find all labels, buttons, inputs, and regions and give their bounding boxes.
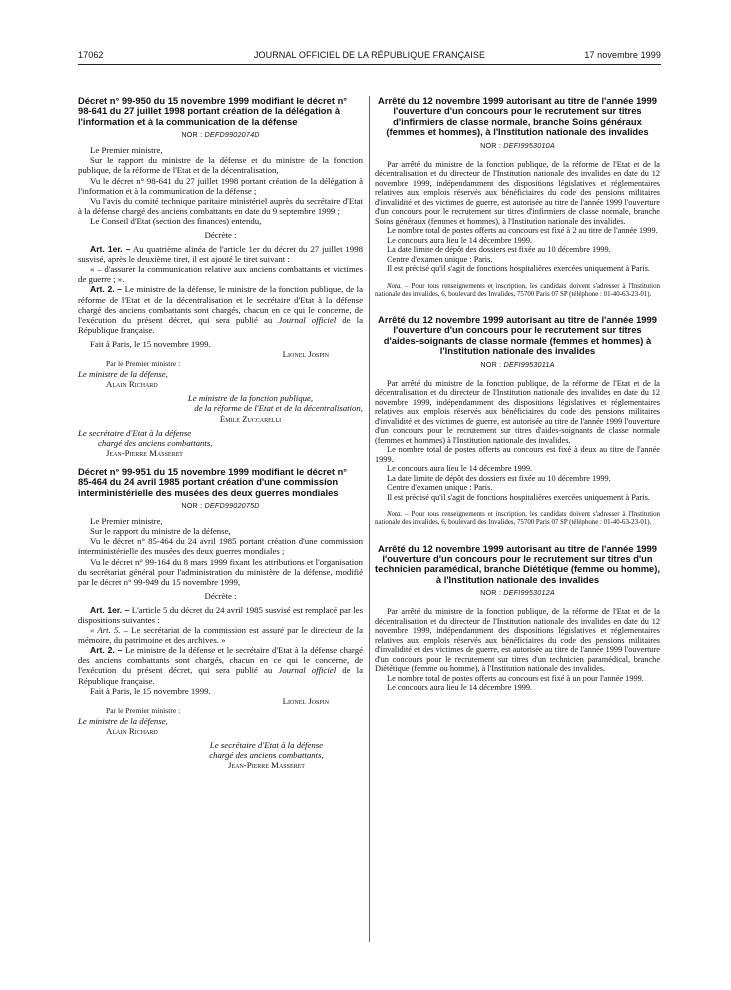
paragraph: Le concours aura lieu le 14 décembre 1999. xyxy=(387,683,533,693)
min-def-title: Le ministre de la défense, xyxy=(78,369,168,380)
paragraph: Le nombre total de postes offerts au concours est fixé à 2 au titre de l'année 1999. xyxy=(387,226,658,236)
column-divider xyxy=(369,96,370,942)
nor-code: DEFI9953010A xyxy=(503,140,555,150)
nota: Nota. – Pour tous renseignements et inscription, les candidats doivent s'adresser à l'Institution nationale des invalides, 6, boulevard des Invalides, 75700 Paris 07 SP (téléphone : 01-40-63-23-01). xyxy=(375,282,660,298)
decrete-label: Décrète : xyxy=(204,590,237,601)
nor-label: NOR : xyxy=(181,501,203,511)
nor-code: DEFI9953012A xyxy=(503,588,555,598)
arrete-title: Arrêté du 12 novembre 1999 autorisant au titre de l'année 1999 l'ouverture d'un concours pour le recrutement sur titres d'infirmiers de classe normale, branche Soins généraux (femmes et hommes), à l'Institution nationale des invalides xyxy=(378,95,657,138)
paragraph: Vu le décret n° 85-464 du 24 avril 1985 portant création d'une commission interministérielle des musées des deux guerres mondiales ; xyxy=(78,536,363,557)
paragraph: Centre d'examen unique : Paris. xyxy=(387,483,493,493)
decree-title: Décret n° 99-950 du 15 novembre 1999 modifiant le décret n° 98-641 du 27 juillet 1998 portant création de la délégation à l'information et à la communication de la défense xyxy=(78,95,348,127)
sec-title-1: Le secrétaire d'Etat à la défense xyxy=(78,427,192,438)
fait-a-paris: Fait à Paris, le 15 novembre 1999. xyxy=(90,338,211,349)
paragraph: La date limite de dépôt des dossiers est fixée au 10 décembre 1999. xyxy=(387,245,611,255)
paragraph: Par arrêté du ministre de la fonction publique, de la réforme de l'Etat et de la décentralisation et du directeur de l'Institution nationale des invalides en date du 12 novembre 1999, indépendamment des dispositions législatives et réglementaires relatives aux emplois réservés aux bénéficiaires du code des pensions militaires d'invalidité et des victimes de guerre, est autorisée au titre de l'année 1999 l'ouverture d'un concours pour le recrutement sur titres d'aides-soignants de classe normale (femmes et hommes) à l'Institution nationale des invalides. xyxy=(375,378,660,445)
paragraph: Sur le rapport du ministre de la défense et du ministre de la fonction publique, de la réforme de l'Etat et de la décentralisation, xyxy=(78,155,363,176)
article-1-quote: « – d'assurer la communication relative aux anciens combattants et victimes de guerre ; ». xyxy=(78,264,363,285)
paragraph: Il est précisé qu'il s'agit de fonctions hospitalières exercées uniquement à Paris. xyxy=(387,492,650,502)
issue-date: 17 novembre 1999 xyxy=(584,50,661,60)
min-fp-title-1: Le ministre de la fonction publique, xyxy=(187,393,314,404)
paragraph: Il est précisé qu'il s'agit de fonctions hospitalières exercées uniquement à Paris. xyxy=(387,264,650,274)
paragraph: Vu le décret n° 98-641 du 27 juillet 1998 portant création de la délégation à l'information et à la communication de la défense ; xyxy=(78,175,363,196)
fait-a-paris: Fait à Paris, le 15 novembre 1999. xyxy=(90,685,211,696)
sec-title-2: chargé des anciens combattants, xyxy=(209,750,324,761)
min-fp-name: Émile Zuccarelli xyxy=(219,413,282,424)
article-2: Art. 2. – Le ministre de la défense et le secrétaire d'Etat à la défense chargé des anciens combattants sont chargés, chacun en ce qui le concerne, de l'exécution du présent décret, qui sera publié au Journal officiel de la République française. xyxy=(78,645,363,686)
nota: Nota. – Pour tous renseignements et inscription, les candidats doivent s'adresser à l'Institution nationale des invalides, 6, boulevard des Invalides, 75700 Paris 07 SP (téléphone : 01-40-63-23-01). xyxy=(375,511,660,527)
paragraph: Le concours aura lieu le 14 décembre 1999. xyxy=(387,235,533,245)
par-le-premier-ministre: Par le Premier ministre : xyxy=(106,359,181,369)
decree-99-951 xyxy=(78,467,363,770)
paragraph: La date limite de dépôt des dossiers est fixée au 10 décembre 1999. xyxy=(387,473,611,483)
arrete-infirmiers xyxy=(375,96,660,299)
nor-reference xyxy=(375,360,660,369)
sec-title-2: chargé des anciens combattants, xyxy=(98,437,213,448)
paragraph: Le Premier ministre, xyxy=(90,145,163,156)
paragraph: Sur le rapport du ministre de la défense, xyxy=(90,526,231,537)
min-def-name: Alain Richard xyxy=(106,379,158,390)
nor-code: DEFD9902075D xyxy=(204,501,260,511)
nor-label: NOR : xyxy=(480,140,502,150)
paragraph: Le concours aura lieu le 14 décembre 1999. xyxy=(387,464,533,474)
arrete-technicien-paramedical xyxy=(375,544,660,693)
decrete-label: Décrète : xyxy=(204,229,237,240)
paragraph: Par arrêté du ministre de la fonction publique, de la réforme de l'Etat et de la décentralisation et du directeur de l'Institution nationale des invalides en date du 12 novembre 1999, indépendamment des dispositions législatives et réglementaires relatives aux emplois réservés aux bénéficiaires du code des pensions militaires d'invalidité et des victimes de guerre, est autorisée au titre de l'année 1999 l'ouverture d'un concours pour le recrutement sur titres d'infirmiers de classe normale, branche Soins généraux (femmes et hommes), à l'Institution nationale des invalides. xyxy=(375,159,660,226)
article-1: Art. 1er. – L'article 5 du décret du 24 avril 1985 susvisé est remplacé par les dispositions suivantes : xyxy=(78,604,363,625)
nor-reference xyxy=(375,588,660,597)
left-column xyxy=(78,96,363,770)
min-fp-title-2: de la réforme de l'Etat et de la décentralisation, xyxy=(194,403,363,414)
sec-title-1: Le secrétaire d'Etat à la défense xyxy=(209,740,324,751)
paragraph: Centre d'examen unique : Paris. xyxy=(387,254,493,264)
decree-99-950 xyxy=(78,96,363,458)
right-column xyxy=(375,96,660,693)
decree-title: Décret n° 99-951 du 15 novembre 1999 modifiant le décret n° 85-464 du 24 avril 1985 portant création d'une commission interministérielle des musées des deux guerres mondiales xyxy=(78,465,348,498)
journal-title: JOURNAL OFFICIEL DE LA RÉPUBLIQUE FRANÇAISE xyxy=(253,50,486,60)
arrete-aides-soignants xyxy=(375,315,660,528)
signature-pm: Lionel Jospin xyxy=(282,695,329,706)
paragraph: Vu le décret n° 99-164 du 8 mars 1999 fixant les attributions et l'organisation du secrétariat général pour l'administration du ministère de la défense, modifié par le décret n° 99-949 du 15 novembre 1999, xyxy=(78,556,363,587)
nor-reference xyxy=(78,130,363,139)
page-number: 17062 xyxy=(78,50,104,60)
min-def-title: Le ministre de la défense, xyxy=(78,715,168,726)
nor-label: NOR : xyxy=(181,130,203,140)
nor-reference xyxy=(375,141,660,150)
nor-label: NOR : xyxy=(480,359,502,369)
nor-reference xyxy=(78,501,363,510)
paragraph: Par arrêté du ministre de la fonction publique, de la réforme de l'Etat et de la décentralisation et du directeur de l'Institution nationale des invalides en date du 12 novembre 1999, indépendamment des dispositions législatives et réglementaires relatives aux emplois réservés aux bénéficiaires du code des pensions militaires d'invalidité et des victimes de guerre, est autorisée au titre de l'année 1999 l'ouverture d'un concours pour le recrutement sur titres d'un technicien paramédical, branche Diététique (femme ou homme), à l'Institution nationale des invalides. xyxy=(375,607,660,674)
arrete-title: Arrêté du 12 novembre 1999 autorisant au titre de l'année 1999 l'ouverture d'un concours pour le recrutement sur titres d'un technicien paramédical, branche Diététique (femme ou homme), à l'Institution nationale des invalides xyxy=(375,542,660,585)
article-2: Art. 2. – Le ministre de la défense, le ministre de la fonction publique, de la réforme de l'Etat et de la décentralisation et le secrétaire d'Etat à la défense chargé des anciens combattants sont chargés, chacun en ce qui le concerne, de l'exécution du présent décret, qui sera publié au Journal officiel de la République française. xyxy=(78,284,363,335)
paragraph: Le nombre total de postes offerts au concours est fixé à un pour l'année 1999. xyxy=(387,673,644,683)
paragraph: Le Conseil d'Etat (section des finances) entendu, xyxy=(90,215,262,226)
signature-pm: Lionel Jospin xyxy=(282,349,329,359)
page-header xyxy=(78,50,661,65)
article-1-quote: « Art. 5. – Le secrétariat de la commission est assuré par le directeur de la mémoire, du patrimoine et des archives. » xyxy=(78,625,364,646)
article-1: Art. 1er. – Au quatrième alinéa de l'article 1er du décret du 27 juillet 1998 susvisé, après le deuxième tiret, il est ajouté le tiret suivant : xyxy=(78,244,363,265)
paragraph: Le Premier ministre, xyxy=(90,516,163,527)
nor-label: NOR : xyxy=(480,588,502,598)
paragraph: Vu l'avis du comité technique paritaire ministériel auprès du secrétaire d'Etat à la défense chargé des anciens combattants en date du 9 septembre 1999 ; xyxy=(78,195,363,216)
arrete-title: Arrêté du 12 novembre 1999 autorisant au titre de l'année 1999 l'ouverture d'un concours pour le recrutement sur titres d'aides-soignants de classe normale (femmes et hommes) à l'Institution nationale des invalides xyxy=(378,314,657,357)
sec-name: Jean-Pierre Masseret xyxy=(228,760,305,771)
par-le-premier-ministre: Par le Premier ministre : xyxy=(106,705,181,715)
sec-name: Jean-Pierre Masseret xyxy=(106,447,183,458)
nor-code: DEFI9953011A xyxy=(503,359,555,369)
min-def-name: Alain Richard xyxy=(106,726,158,737)
paragraph: Le nombre total de postes offerts au concours est fixé à deux au titre de l'année 1999. xyxy=(375,445,660,464)
nor-code: DEFD9902074D xyxy=(204,130,260,140)
